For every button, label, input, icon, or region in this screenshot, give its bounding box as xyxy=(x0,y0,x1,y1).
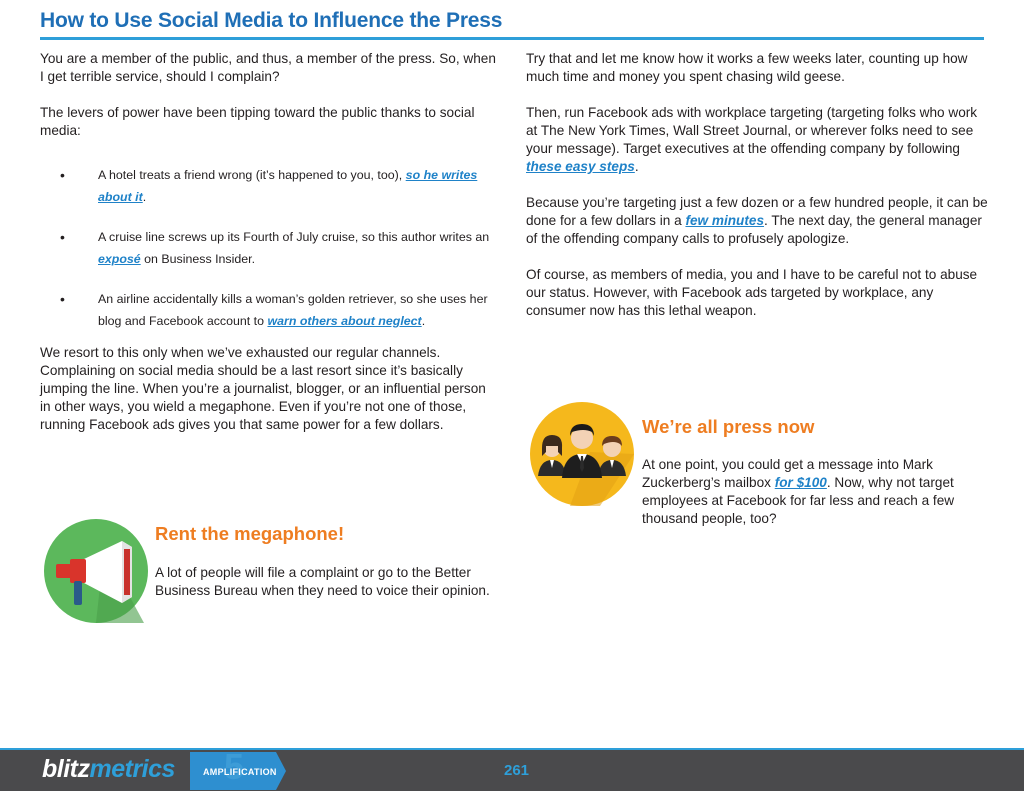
brand-logo: blitzmetrics xyxy=(42,755,175,783)
targeting-paragraph: Because you’re targeting just a few dozen or a few hundred people, it can be done for a few dollars in a few minutes. The next day, the general manager of the offending company calls to profusely apologize. xyxy=(526,195,988,246)
link-so-he-writes-about-it[interactable]: so he writes about it xyxy=(98,168,478,204)
bullet-icon: • xyxy=(60,291,65,307)
link-these-easy-steps[interactable]: these easy steps xyxy=(526,159,635,174)
megaphone-icon xyxy=(44,519,148,623)
link-few-minutes[interactable]: few minutes xyxy=(685,213,765,228)
section-number: 5 xyxy=(224,746,245,787)
title-divider xyxy=(40,37,984,40)
intro-paragraph: You are a member of the public, and thus, a member of the press. So, when I get terrible service, should I complain? xyxy=(40,51,496,84)
right-column xyxy=(526,50,988,320)
left-column xyxy=(40,50,500,434)
list-item: • An airline accidentally kills a woman’s golden retriever, so she uses her blog and Facebook account to warn others about neglect. xyxy=(40,288,500,332)
careful-paragraph: Of course, as members of media, you and I have to be careful not to abuse our status. However, with Facebook ads targeted by workplace, any consumer now has this lethal weapon. xyxy=(526,267,978,318)
section-label: AMPLIFICATION xyxy=(203,767,277,777)
press-callout-heading: We’re all press now xyxy=(642,416,815,437)
megaphone-callout-text: A lot of people will file a complaint or go to the Better Business Bureau when they need to voice their opinion. xyxy=(155,565,490,598)
list-item: • A hotel treats a friend wrong (it’s happened to you, too), so he writes about it. xyxy=(40,164,500,208)
link-warn-others-about-neglect[interactable]: warn others about neglect xyxy=(267,314,422,328)
bullet-icon: • xyxy=(60,167,65,183)
bullet-icon: • xyxy=(60,229,65,245)
press-callout-text: At one point, you could get a message into Mark Zuckerberg’s mailbox for $100. Now, why not target employees at Facebook for far less and reach a few thousand people, too? xyxy=(642,457,955,526)
facebook-ads-paragraph: Then, run Facebook ads with workplace targeting (targeting folks who work at The New York Times, Wall Street Journal, or wherever folks need to see your message). Target executives at the offending company by following these easy steps. xyxy=(526,105,978,174)
link-for-100[interactable]: for $100 xyxy=(774,475,827,490)
levers-paragraph: The levers of power have been tipping toward the public thanks to social media: xyxy=(40,105,475,138)
megaphone-callout-heading: Rent the megaphone! xyxy=(155,523,345,544)
list-item: • A cruise line screws up its Fourth of July cruise, so this author writes an exposé on Business Insider. xyxy=(40,226,500,270)
link-expose[interactable]: exposé xyxy=(98,252,141,266)
people-group-icon xyxy=(530,402,634,506)
try-that-paragraph: Try that and let me know how it works a few weeks later, counting up how much time and money you spent chasing wild geese. xyxy=(526,51,968,84)
page-number: 261 xyxy=(504,762,530,779)
examples-list xyxy=(40,164,500,332)
resort-paragraph: We resort to this only when we’ve exhausted our regular channels. Complaining on social media should be a last resort since it’s basically jumping the line. When you’re a journalist, blogger, or an influential person in other ways, you wield a megaphone. Even if you’re not one of those, running Facebook ads gives you that same power for a few dollars. xyxy=(40,345,486,432)
page-title: How to Use Social Media to Influence the Press xyxy=(40,9,503,32)
